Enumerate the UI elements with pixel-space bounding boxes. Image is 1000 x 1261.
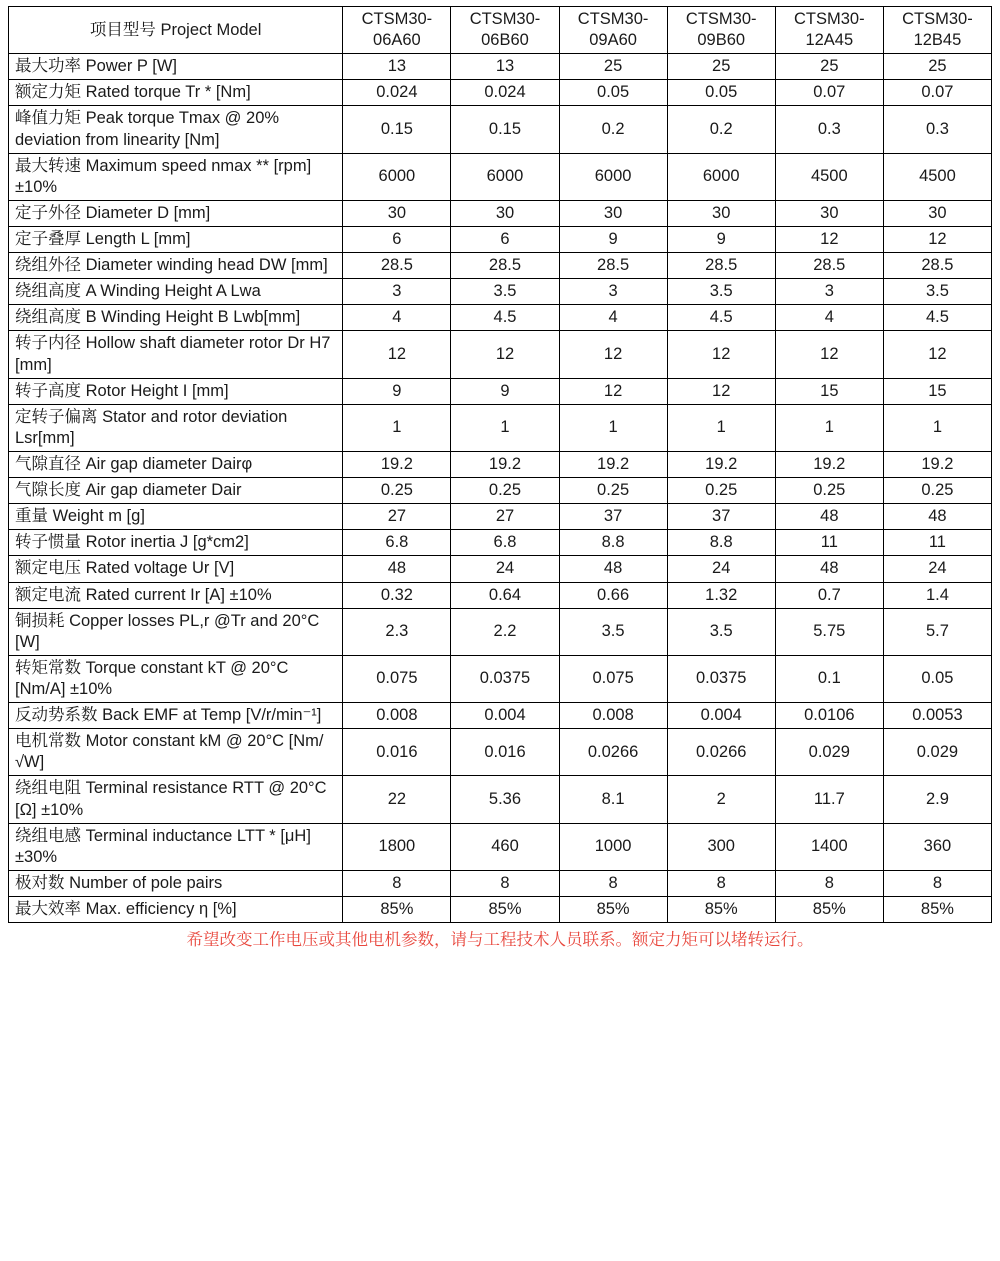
row-value: 5.75 <box>775 608 883 655</box>
row-value: 1 <box>775 404 883 451</box>
table-row <box>9 582 992 608</box>
row-value: 1 <box>343 404 451 451</box>
row-value: 28.5 <box>451 253 559 279</box>
row-value: 15 <box>775 378 883 404</box>
row-label: 电机常数 Motor constant kM @ 20°C [Nm/√W] <box>9 729 343 776</box>
row-value: 8 <box>559 870 667 896</box>
row-value: 85% <box>667 896 775 922</box>
row-label: 绕组高度 A Winding Height A Lwa <box>9 279 343 305</box>
row-value: 460 <box>451 823 559 870</box>
row-value: 5.7 <box>883 608 991 655</box>
row-value: 6000 <box>343 153 451 200</box>
row-value: 19.2 <box>559 451 667 477</box>
row-value: 22 <box>343 776 451 823</box>
row-value: 300 <box>667 823 775 870</box>
row-value: 0.05 <box>667 80 775 106</box>
row-value: 85% <box>451 896 559 922</box>
row-value: 0.024 <box>343 80 451 106</box>
table-header-row <box>9 7 992 54</box>
row-value: 3 <box>559 279 667 305</box>
table-row <box>9 106 992 153</box>
row-label: 最大功率 Power P [W] <box>9 54 343 80</box>
row-value: 30 <box>559 200 667 226</box>
row-value: 48 <box>343 556 451 582</box>
row-label: 最大转速 Maximum speed nmax ** [rpm] ±10% <box>9 153 343 200</box>
row-label: 反动势系数 Back EMF at Temp [V/r/min⁻¹] <box>9 703 343 729</box>
row-value: 9 <box>667 226 775 252</box>
row-value: 0.029 <box>883 729 991 776</box>
motor-spec-table <box>8 6 992 923</box>
row-value: 6.8 <box>451 530 559 556</box>
row-value: 19.2 <box>343 451 451 477</box>
row-value: 0.016 <box>451 729 559 776</box>
row-label: 最大效率 Max. efficiency η [%] <box>9 896 343 922</box>
row-value: 1 <box>667 404 775 451</box>
row-value: 25 <box>775 54 883 80</box>
row-label: 绕组外径 Diameter winding head DW [mm] <box>9 253 343 279</box>
row-value: 3 <box>343 279 451 305</box>
row-value: 85% <box>559 896 667 922</box>
row-value: 19.2 <box>883 451 991 477</box>
row-label: 气隙直径 Air gap diameter Dairφ <box>9 451 343 477</box>
row-value: 3.5 <box>667 279 775 305</box>
row-value: 13 <box>451 54 559 80</box>
row-value: 6 <box>343 226 451 252</box>
row-value: 5.36 <box>451 776 559 823</box>
row-value: 4 <box>775 305 883 331</box>
row-value: 30 <box>667 200 775 226</box>
row-value: 6.8 <box>343 530 451 556</box>
row-label: 定转子偏离 Stator and rotor deviation Lsr[mm] <box>9 404 343 451</box>
row-value: 12 <box>883 331 991 378</box>
row-value: 0.15 <box>451 106 559 153</box>
row-value: 0.0375 <box>451 655 559 702</box>
row-value: 12 <box>559 331 667 378</box>
row-value: 0.0106 <box>775 703 883 729</box>
row-label: 额定电流 Rated current Ir [A] ±10% <box>9 582 343 608</box>
row-value: 24 <box>451 556 559 582</box>
row-value: 1.4 <box>883 582 991 608</box>
row-value: 85% <box>343 896 451 922</box>
row-value: 27 <box>451 504 559 530</box>
row-value: 8 <box>775 870 883 896</box>
row-value: 28.5 <box>343 253 451 279</box>
row-value: 4.5 <box>883 305 991 331</box>
table-row <box>9 823 992 870</box>
row-value: 0.15 <box>343 106 451 153</box>
row-label: 额定力矩 Rated torque Tr * [Nm] <box>9 80 343 106</box>
header-model-2: CTSM30-06B60 <box>451 7 559 54</box>
row-value: 28.5 <box>667 253 775 279</box>
row-value: 0.029 <box>775 729 883 776</box>
row-value: 0.075 <box>343 655 451 702</box>
row-value: 8.8 <box>667 530 775 556</box>
row-value: 6000 <box>451 153 559 200</box>
row-value: 4 <box>343 305 451 331</box>
row-value: 12 <box>775 226 883 252</box>
table-row <box>9 504 992 530</box>
row-value: 25 <box>667 54 775 80</box>
row-value: 0.008 <box>559 703 667 729</box>
table-row <box>9 80 992 106</box>
table-row <box>9 556 992 582</box>
row-label: 定子叠厚 Length L [mm] <box>9 226 343 252</box>
row-value: 4 <box>559 305 667 331</box>
row-value: 48 <box>559 556 667 582</box>
row-value: 8.1 <box>559 776 667 823</box>
table-row <box>9 776 992 823</box>
table-row <box>9 378 992 404</box>
row-value: 11.7 <box>775 776 883 823</box>
row-value: 4500 <box>775 153 883 200</box>
row-value: 0.32 <box>343 582 451 608</box>
row-value: 12 <box>559 378 667 404</box>
row-value: 0.3 <box>775 106 883 153</box>
row-value: 0.1 <box>775 655 883 702</box>
row-value: 3.5 <box>451 279 559 305</box>
table-row <box>9 200 992 226</box>
table-row <box>9 305 992 331</box>
row-value: 4500 <box>883 153 991 200</box>
row-label: 转矩常数 Torque constant kT @ 20°C [Nm/A] ±10% <box>9 655 343 702</box>
row-label: 绕组高度 B Winding Height B Lwb[mm] <box>9 305 343 331</box>
row-label: 铜损耗 Copper losses PL,r @Tr and 20°C [W] <box>9 608 343 655</box>
row-value: 8.8 <box>559 530 667 556</box>
row-value: 19.2 <box>667 451 775 477</box>
row-value: 8 <box>667 870 775 896</box>
row-value: 48 <box>775 556 883 582</box>
row-value: 0.66 <box>559 582 667 608</box>
row-label: 定子外径 Diameter D [mm] <box>9 200 343 226</box>
header-model-5: CTSM30-12A45 <box>775 7 883 54</box>
row-label: 极对数 Number of pole pairs <box>9 870 343 896</box>
row-value: 1000 <box>559 823 667 870</box>
row-label: 转子惯量 Rotor inertia J [g*cm2] <box>9 530 343 556</box>
row-value: 360 <box>883 823 991 870</box>
row-value: 0.25 <box>667 478 775 504</box>
row-value: 11 <box>883 530 991 556</box>
row-value: 0.25 <box>343 478 451 504</box>
row-value: 3.5 <box>883 279 991 305</box>
table-row <box>9 478 992 504</box>
row-value: 2.2 <box>451 608 559 655</box>
row-value: 3.5 <box>667 608 775 655</box>
row-value: 1 <box>451 404 559 451</box>
row-value: 12 <box>667 331 775 378</box>
row-label: 绕组电感 Terminal inductance LTT * [μH] ±30% <box>9 823 343 870</box>
row-value: 12 <box>883 226 991 252</box>
row-value: 85% <box>883 896 991 922</box>
row-value: 0.2 <box>667 106 775 153</box>
row-value: 8 <box>883 870 991 896</box>
table-row <box>9 729 992 776</box>
row-value: 9 <box>451 378 559 404</box>
header-model-1: CTSM30-06A60 <box>343 7 451 54</box>
row-value: 28.5 <box>559 253 667 279</box>
header-label-cell: 项目型号 Project Model <box>9 7 343 54</box>
row-value: 2 <box>667 776 775 823</box>
row-value: 6000 <box>559 153 667 200</box>
row-value: 48 <box>883 504 991 530</box>
row-value: 25 <box>559 54 667 80</box>
row-value: 11 <box>775 530 883 556</box>
header-model-4: CTSM30-09B60 <box>667 7 775 54</box>
row-value: 27 <box>343 504 451 530</box>
row-value: 28.5 <box>775 253 883 279</box>
row-value: 0.2 <box>559 106 667 153</box>
row-value: 6000 <box>667 153 775 200</box>
footnote-text: 希望改变工作电压或其他电机参数，请与工程技术人员联系。额定力矩可以堵转运行。 <box>186 931 814 950</box>
row-value: 0.3 <box>883 106 991 153</box>
row-value: 13 <box>343 54 451 80</box>
row-value: 3 <box>775 279 883 305</box>
row-value: 0.075 <box>559 655 667 702</box>
row-label: 转子高度 Rotor Height I [mm] <box>9 378 343 404</box>
row-value: 37 <box>559 504 667 530</box>
row-label: 峰值力矩 Peak torque Tmax @ 20% deviation from linearity [Nm] <box>9 106 343 153</box>
row-value: 15 <box>883 378 991 404</box>
row-value: 0.25 <box>451 478 559 504</box>
row-value: 0.25 <box>775 478 883 504</box>
row-label: 气隙长度 Air gap diameter Dair <box>9 478 343 504</box>
row-label: 重量 Weight m [g] <box>9 504 343 530</box>
row-label: 转子内径 Hollow shaft diameter rotor Dr H7 [mm] <box>9 331 343 378</box>
row-value: 0.0266 <box>559 729 667 776</box>
row-value: 19.2 <box>451 451 559 477</box>
row-value: 1400 <box>775 823 883 870</box>
row-value: 24 <box>667 556 775 582</box>
table-row <box>9 253 992 279</box>
table-row <box>9 530 992 556</box>
row-value: 30 <box>883 200 991 226</box>
row-value: 0.0053 <box>883 703 991 729</box>
table-row <box>9 896 992 922</box>
row-value: 48 <box>775 504 883 530</box>
header-model-6: CTSM30-12B45 <box>883 7 991 54</box>
row-value: 12 <box>667 378 775 404</box>
row-value: 8 <box>343 870 451 896</box>
row-value: 12 <box>343 331 451 378</box>
table-row <box>9 655 992 702</box>
row-value: 28.5 <box>883 253 991 279</box>
table-row <box>9 870 992 896</box>
row-value: 0.07 <box>775 80 883 106</box>
row-value: 4.5 <box>451 305 559 331</box>
table-row <box>9 451 992 477</box>
row-value: 12 <box>775 331 883 378</box>
row-value: 19.2 <box>775 451 883 477</box>
row-value: 85% <box>775 896 883 922</box>
table-row <box>9 153 992 200</box>
row-value: 0.7 <box>775 582 883 608</box>
row-value: 24 <box>883 556 991 582</box>
row-value: 3.5 <box>559 608 667 655</box>
row-value: 0.0375 <box>667 655 775 702</box>
row-value: 0.05 <box>559 80 667 106</box>
row-value: 6 <box>451 226 559 252</box>
row-value: 9 <box>343 378 451 404</box>
row-value: 37 <box>667 504 775 530</box>
row-label: 绕组电阻 Terminal resistance RTT @ 20°C [Ω] ±10% <box>9 776 343 823</box>
row-value: 0.07 <box>883 80 991 106</box>
table-row <box>9 703 992 729</box>
row-value: 0.05 <box>883 655 991 702</box>
row-value: 0.004 <box>451 703 559 729</box>
row-value: 0.64 <box>451 582 559 608</box>
table-row <box>9 404 992 451</box>
row-value: 1.32 <box>667 582 775 608</box>
row-value: 0.25 <box>883 478 991 504</box>
table-row <box>9 331 992 378</box>
row-value: 30 <box>343 200 451 226</box>
row-value: 9 <box>559 226 667 252</box>
row-value: 30 <box>451 200 559 226</box>
table-row <box>9 279 992 305</box>
row-value: 2.3 <box>343 608 451 655</box>
row-value: 1800 <box>343 823 451 870</box>
row-value: 1 <box>559 404 667 451</box>
row-value: 2.9 <box>883 776 991 823</box>
table-body <box>9 7 992 923</box>
row-value: 4.5 <box>667 305 775 331</box>
row-value: 12 <box>451 331 559 378</box>
table-row <box>9 54 992 80</box>
row-value: 0.004 <box>667 703 775 729</box>
header-model-3: CTSM30-09A60 <box>559 7 667 54</box>
table-row <box>9 608 992 655</box>
row-value: 1 <box>883 404 991 451</box>
row-value: 0.0266 <box>667 729 775 776</box>
row-label: 额定电压 Rated voltage Ur [V] <box>9 556 343 582</box>
row-value: 30 <box>775 200 883 226</box>
row-value: 0.008 <box>343 703 451 729</box>
row-value: 8 <box>451 870 559 896</box>
row-value: 0.024 <box>451 80 559 106</box>
table-row <box>9 226 992 252</box>
row-value: 0.016 <box>343 729 451 776</box>
row-value: 25 <box>883 54 991 80</box>
row-value: 0.25 <box>559 478 667 504</box>
